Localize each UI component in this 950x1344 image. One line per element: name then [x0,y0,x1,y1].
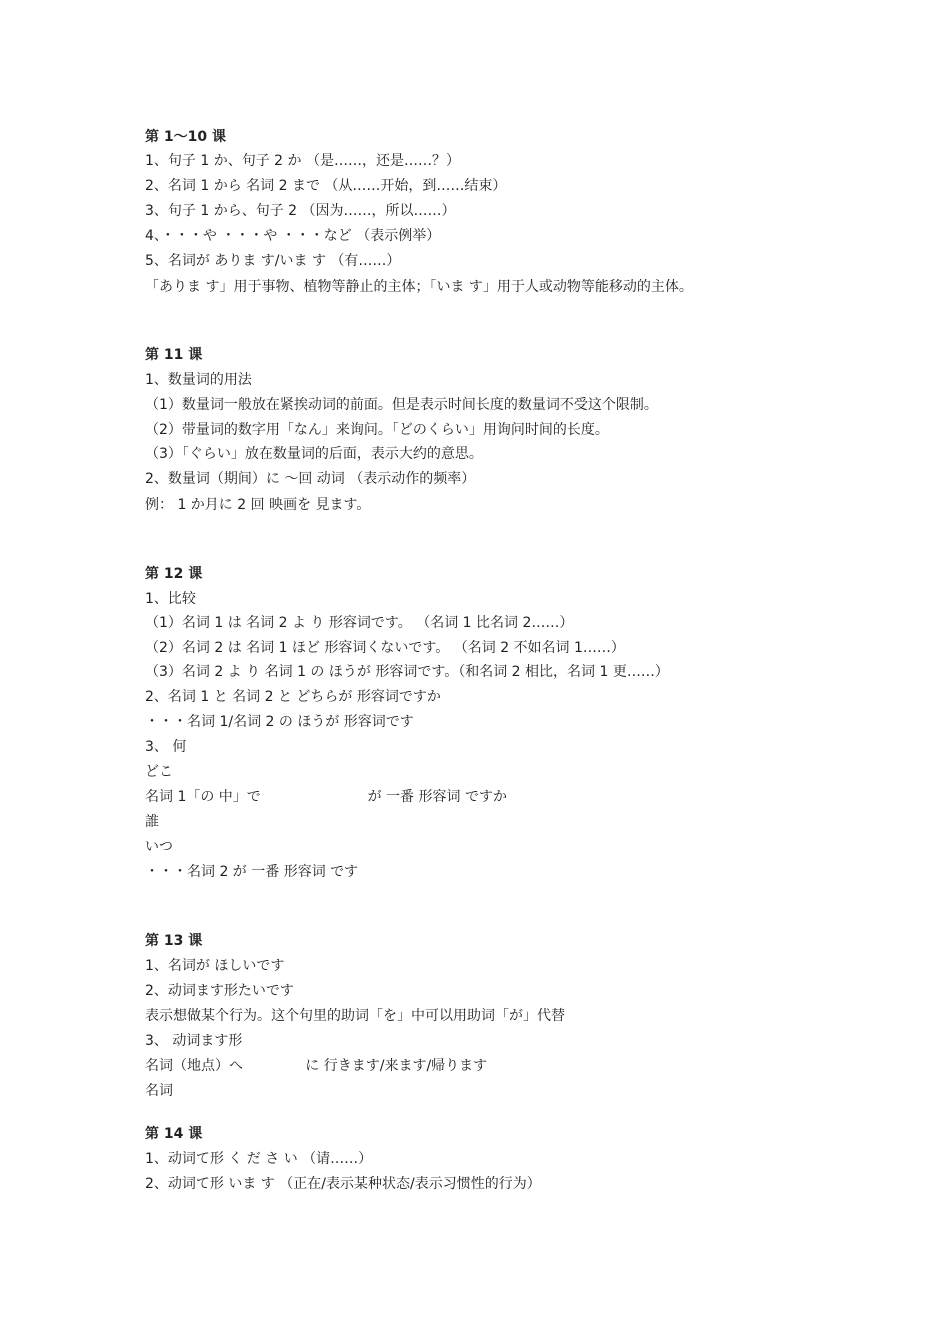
text-line: （3）「ぐらい」放在数量词的后面，表示大约的意思。 [145,446,483,462]
text-line: 1、名词が ほしいです [145,958,285,974]
text-line: ・・・名词 1/名词 2 の ほうが 形容词です [145,714,414,730]
text-line: （1）名词 1 は 名词 2 よ り 形容词です。 （名词 1 比名词 2……） [145,615,574,631]
text-line: 名词 1「の 中」で が 一番 形容词 ですか [145,789,507,805]
text-line: 「ありま す」用于事物、植物等静止的主体；「いま す」用于人或动物等能移动的主体。 [145,279,693,295]
text-line: 4、・・・や ・・・や ・・・など （表示例举） [145,228,441,244]
text-line: 表示想做某个行为。这个句里的助词「を」中可以用助词「が」代替 [145,1008,565,1024]
text-line: どこ [145,764,173,780]
text-line: （1）数量词一般放在紧挨动词的前面。但是表示时间长度的数量词不受这个限制。 [145,397,658,413]
text-line: 名词 [145,1083,173,1099]
text-line: 1、比较 [145,591,196,607]
text-line: 例： 1 か月に 2 回 映画を 見ます。 [145,497,371,513]
lesson-1-10-heading: 第 1～10 课 [145,129,226,145]
text-line: いつ [145,839,173,855]
text-line: ・・・名词 2 が 一番 形容词 です [145,864,359,880]
text-line: 3、句子 1 から、句子 2 （因为……，所以……） [145,203,456,219]
lesson-11-heading: 第 11 课 [145,347,203,363]
text-line: （2）名词 2 は 名词 1 ほど 形容词くないです。 （名词 2 不如名词 1……） [145,640,625,656]
text-line: 5、名词が ありま す/いま す （有……） [145,253,401,269]
lesson-14-heading: 第 14 课 [145,1126,203,1142]
text-line: 3、 何 [145,739,187,755]
text-line: 名词（地点）へ に 行きます/来ます/帰ります [145,1058,488,1074]
text-line: 1、数量词的用法 [145,372,252,388]
text-line: 1、动词て形 く だ さ い （请……） [145,1151,373,1167]
text-line: 1、句子 1 か、句子 2 か （是……，还是……？） [145,153,460,169]
lesson-12-heading: 第 12 课 [145,566,203,582]
text-line: 誰 [145,814,159,830]
lesson-13-heading: 第 13 课 [145,933,203,949]
text-line: （2）带量词的数字用「なん」来询问。「どのくらい」用询问时间的长度。 [145,422,609,438]
text-line: 2、动词ます形たいです [145,983,294,999]
text-line: 2、名词 1 から 名词 2 まで （从……开始，到……结束） [145,178,507,194]
document-page [145,0,910,1344]
text-line: 2、动词て形 いま す （正在/表示某种状态/表示习惯性的行为） [145,1176,541,1192]
text-line: 2、名词 1 と 名词 2 と どちらが 形容词ですか [145,689,441,705]
text-line: （3）名词 2 よ り 名词 1 の ほうが 形容词です。（和名词 2 相比，名词 1 更……） [145,664,669,680]
text-line: 3、 动词ます形 [145,1033,243,1049]
text-line: 2、数量词（期间）に ～回 动词 （表示动作的频率） [145,471,476,487]
